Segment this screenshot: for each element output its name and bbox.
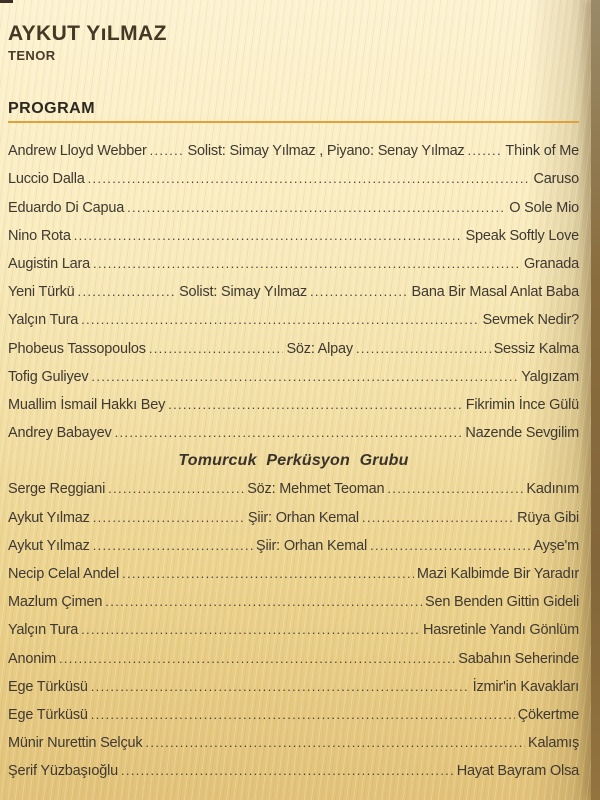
program-title: PROGRAM xyxy=(8,100,96,118)
song-title: O Sole Mio xyxy=(509,199,579,216)
program-row xyxy=(8,250,579,278)
dotted-leader xyxy=(81,622,420,638)
dotted-leader xyxy=(105,594,422,610)
composer-name: Yeni Türkü xyxy=(8,284,75,301)
dotted-leader xyxy=(127,200,506,216)
dotted-leader xyxy=(145,735,525,751)
program-row xyxy=(8,278,579,306)
program-row xyxy=(8,363,579,391)
dotted-leader xyxy=(115,425,463,441)
song-title: Fikrimin İnce Gülü xyxy=(465,396,579,413)
composer-name: Augistin Lara xyxy=(8,255,91,272)
performer-role: TENOR xyxy=(8,48,56,64)
composer-name: Anonim xyxy=(8,650,56,667)
composer-name: Mazlum Çimen xyxy=(8,594,103,611)
song-title: İzmir'in Kavakları xyxy=(472,678,579,695)
credit-text: Şiir: Orhan Kemal xyxy=(247,509,359,526)
dotted-leader xyxy=(121,763,454,779)
performer-name: AYKUT YıLMAZ xyxy=(8,22,167,45)
dotted-leader xyxy=(81,312,479,328)
composer-name: Ege Türküsü xyxy=(8,678,88,695)
song-title: Hayat Bayram Olsa xyxy=(456,763,579,780)
song-title: Hasretinle Yandı Gönlüm xyxy=(422,622,579,639)
program-row xyxy=(8,193,579,221)
section-heading-text: Tomurcuk Perküsyon Grubu xyxy=(178,452,409,470)
song-title: Granada xyxy=(523,255,579,272)
song-title: Yalgızam xyxy=(521,368,579,385)
dotted-leader xyxy=(356,341,491,357)
song-title: Bana Bir Masal Anlat Baba xyxy=(411,284,579,301)
composer-name: Yalçın Tura xyxy=(8,622,79,639)
dotted-leader xyxy=(91,707,515,723)
dotted-leader xyxy=(387,481,523,497)
song-title: Caruso xyxy=(533,171,579,188)
song-title: Sessiz Kalma xyxy=(493,340,579,357)
song-title: Kalamış xyxy=(528,735,579,752)
composer-name: Aykut Yılmaz xyxy=(8,509,90,526)
dotted-leader xyxy=(108,481,244,497)
program-row xyxy=(8,673,579,701)
composer-name: Tofig Guliyev xyxy=(8,368,89,385)
dotted-leader xyxy=(88,171,531,187)
composer-name: Phobeus Tassopoulos xyxy=(8,340,146,357)
composer-name: Ege Türküsü xyxy=(8,706,88,723)
credit-text: Söz: Mehmet Teoman xyxy=(247,481,385,498)
program-row xyxy=(8,560,579,588)
composer-name: Yalçın Tura xyxy=(8,312,79,329)
song-title: Rüya Gibi xyxy=(517,509,579,526)
dotted-leader xyxy=(310,284,409,300)
song-title: Nazende Sevgilim xyxy=(465,425,579,442)
composer-name: Necip Celal Andel xyxy=(8,566,120,582)
program-row xyxy=(8,757,579,785)
composer-name: Eduardo Di Capua xyxy=(8,199,125,216)
song-title: Sen Benden Gittin Gideli xyxy=(425,594,579,611)
dotted-leader xyxy=(168,397,463,413)
program-row xyxy=(8,588,579,616)
dotted-leader xyxy=(91,369,518,385)
right-edge-shadow-strip xyxy=(591,0,600,800)
dotted-leader xyxy=(370,538,530,554)
program-row xyxy=(8,532,579,560)
composer-name: Serge Reggiani xyxy=(8,481,106,498)
program-row xyxy=(8,729,579,757)
song-title: Sabahın Seherinde xyxy=(458,650,579,667)
program-row xyxy=(8,616,579,644)
dotted-leader xyxy=(74,228,463,244)
dotted-leader xyxy=(149,341,284,357)
credit-text: Solist: Simay Yılmaz xyxy=(179,284,307,301)
composer-name: Luccio Dalla xyxy=(8,171,85,188)
dotted-leader xyxy=(93,538,253,554)
dotted-leader xyxy=(59,651,455,667)
composer-name: Aykut Yılmaz xyxy=(8,537,90,554)
composer-name: Andrew Lloyd Webber xyxy=(8,143,147,160)
program-row xyxy=(8,475,579,503)
program-row xyxy=(8,701,579,729)
song-title: Speak Softly Love xyxy=(465,227,579,244)
dotted-leader xyxy=(150,143,185,159)
dotted-leader xyxy=(91,679,470,695)
dotted-leader xyxy=(78,284,177,300)
composer-name: Muallim İsmail Hakkı Bey xyxy=(8,396,166,413)
program-row xyxy=(8,165,579,193)
composer-name: Münir Nurettin Selçuk xyxy=(8,735,143,752)
program-row xyxy=(8,222,579,250)
program-row xyxy=(8,419,579,447)
program-list xyxy=(8,137,579,785)
program-row xyxy=(8,334,579,362)
credit-text: Söz: Alpay xyxy=(286,340,353,357)
song-title: Ayşe'm xyxy=(533,537,579,554)
song-title: Think of Me xyxy=(505,143,579,160)
song-title: Kadınım xyxy=(526,481,579,498)
dotted-leader xyxy=(93,256,521,272)
credit-text: Solist: Simay Yılmaz , Piyano: Senay Yılmaz xyxy=(187,143,465,160)
dotted-leader xyxy=(362,510,514,526)
dotted-leader xyxy=(122,566,414,582)
composer-name: Andrey Babayev xyxy=(8,425,112,442)
song-title: Mazi Kalbimde Bir Yaradır xyxy=(416,566,579,582)
section-heading xyxy=(8,447,579,475)
song-title: Çökertme xyxy=(517,706,579,723)
song-title: Sevmek Nedir? xyxy=(482,312,579,329)
program-row xyxy=(8,391,579,419)
composer-name: Nino Rota xyxy=(8,227,71,244)
program-row xyxy=(8,504,579,532)
program-row xyxy=(8,137,579,165)
program-row xyxy=(8,644,579,672)
credit-text: Şiir: Orhan Kemal xyxy=(256,537,368,554)
accent-rule xyxy=(8,121,579,123)
dotted-leader xyxy=(93,510,245,526)
dotted-leader xyxy=(468,143,503,159)
composer-name: Şerif Yüzbaşıoğlu xyxy=(8,763,118,780)
program-row xyxy=(8,306,579,334)
